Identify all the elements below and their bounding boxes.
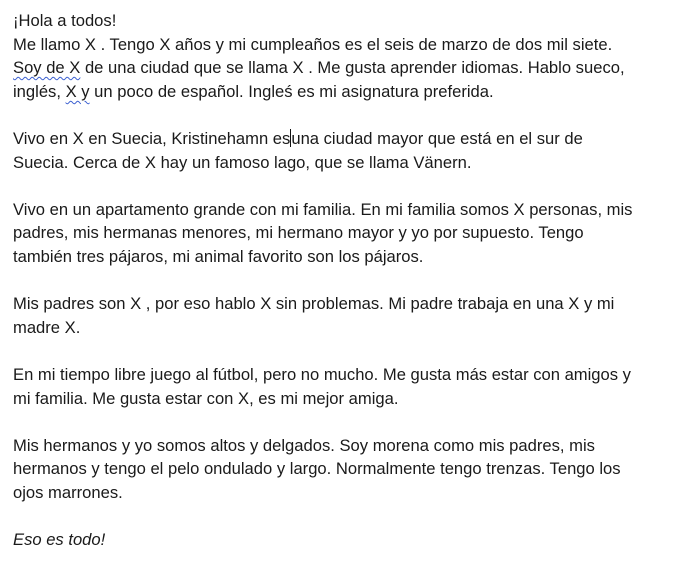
text-line: Mis padres son X , por eso hablo X sin problemas. Mi padre trabaja en una X y mi [13,294,615,314]
text-line: padres, mis hermanas menores, mi hermano mayor y yo por supuesto. Tengo [13,223,584,243]
paragraph-closing [13,528,685,552]
closing-line: Eso es todo! [13,530,106,550]
text-run: una ciudad mayor que está en el sur de [291,128,583,148]
text-run: un poco de español. Ingleś es mi asignatura preferida. [89,81,494,101]
text-line [13,56,685,80]
text-line: En mi tiempo libre juego al fútbol, pero no mucho. Me gusta más estar con amigos y [13,364,631,384]
text-line: Mis hermanos y yo somos altos y delgados. Soy morena como mis padres, mis [13,435,595,455]
text-line: hermanos y tengo el pelo ondulado y largo. Normalmente tengo trenzas. Tengo los [13,459,621,479]
paragraph-spacer [13,339,685,363]
paragraph-family [13,198,685,269]
text-run: Vivo en X en Suecia, Kristinehamn es [13,128,291,148]
text-run: de una ciudad que se llama X . Me gusta aprender idiomas. Hablo sueco, [80,58,625,78]
paragraph-spacer [13,410,685,434]
paragraph-greeting [13,9,685,103]
text-run: inglés, [13,81,66,101]
paragraph-spacer [13,504,685,528]
text-line: mi familia. Me gusta estar con X, es mi mejor amiga. [13,388,399,408]
paragraph-parents [13,292,685,339]
spellcheck-underlined-text: X y [65,81,90,101]
text-line: también tres pájaros, mi animal favorito son los pájaros. [13,246,424,266]
text-line: Vivo en un apartamento grande con mi familia. En mi familia somos X personas, mis [13,199,633,219]
paragraph-spacer [13,174,685,198]
text-line: Me llamo X . Tengo X años y mi cumpleaños es el seis de marzo de dos mil siete. [13,34,613,54]
text-line [13,127,685,151]
text-line: Suecia. Cerca de X hay un famoso lago, que se llama Vänern. [13,152,472,172]
document-body[interactable] [13,9,685,552]
paragraph-hometown [13,127,685,174]
paragraph-spacer [13,103,685,127]
text-line: madre X. [13,317,81,337]
text-line [13,80,685,104]
paragraph-free-time [13,363,685,410]
spellcheck-underlined-text: Soy de X [13,58,81,78]
paragraph-spacer [13,269,685,293]
paragraph-appearance [13,434,685,505]
text-line: ¡Hola a todos! [13,11,117,30]
text-line: ojos marrones. [13,482,123,502]
